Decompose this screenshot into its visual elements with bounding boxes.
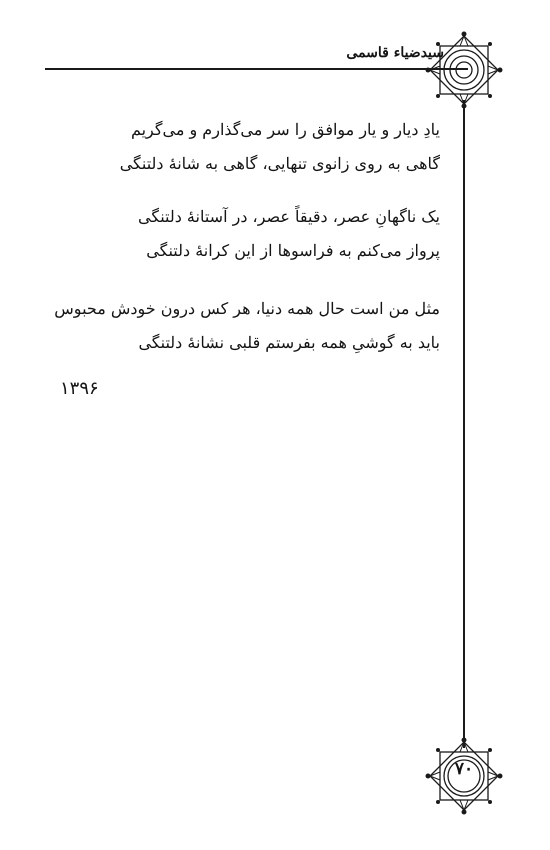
author-name: سیدضیاء قاسمی — [346, 45, 444, 61]
stanza — [40, 113, 440, 181]
page-number: ۷۰ — [454, 759, 474, 779]
verse-line: یک ناگهانِ عصر، دقیقاً عصر، در آستانهٔ دلتنگی — [138, 207, 440, 226]
verse-line: یادِ دیار و یار موافق را سر می‌گذارم و می‌گریم — [130, 120, 440, 139]
stanza — [40, 200, 440, 268]
verse-line: باید به گوشیِ همه بفرستم قلبی نشانهٔ دلتنگی — [138, 333, 440, 352]
rosette-ornament-icon — [424, 30, 504, 110]
verse-line: مثل من است حال همه دنیا، هر کس درون خودش محبوس — [54, 299, 440, 318]
margin-vertical-rule — [463, 100, 465, 748]
header-rule — [45, 68, 468, 70]
verse-line: پرواز می‌کنم به فراسوها از این کرانهٔ دلتنگی — [146, 241, 440, 260]
poem-year: ۱۳۹۶ — [60, 378, 99, 399]
stanza — [40, 292, 440, 360]
verse-line: گاهی به روی زانوی تنهایی، گاهی به شانهٔ دلتنگی — [119, 154, 440, 173]
